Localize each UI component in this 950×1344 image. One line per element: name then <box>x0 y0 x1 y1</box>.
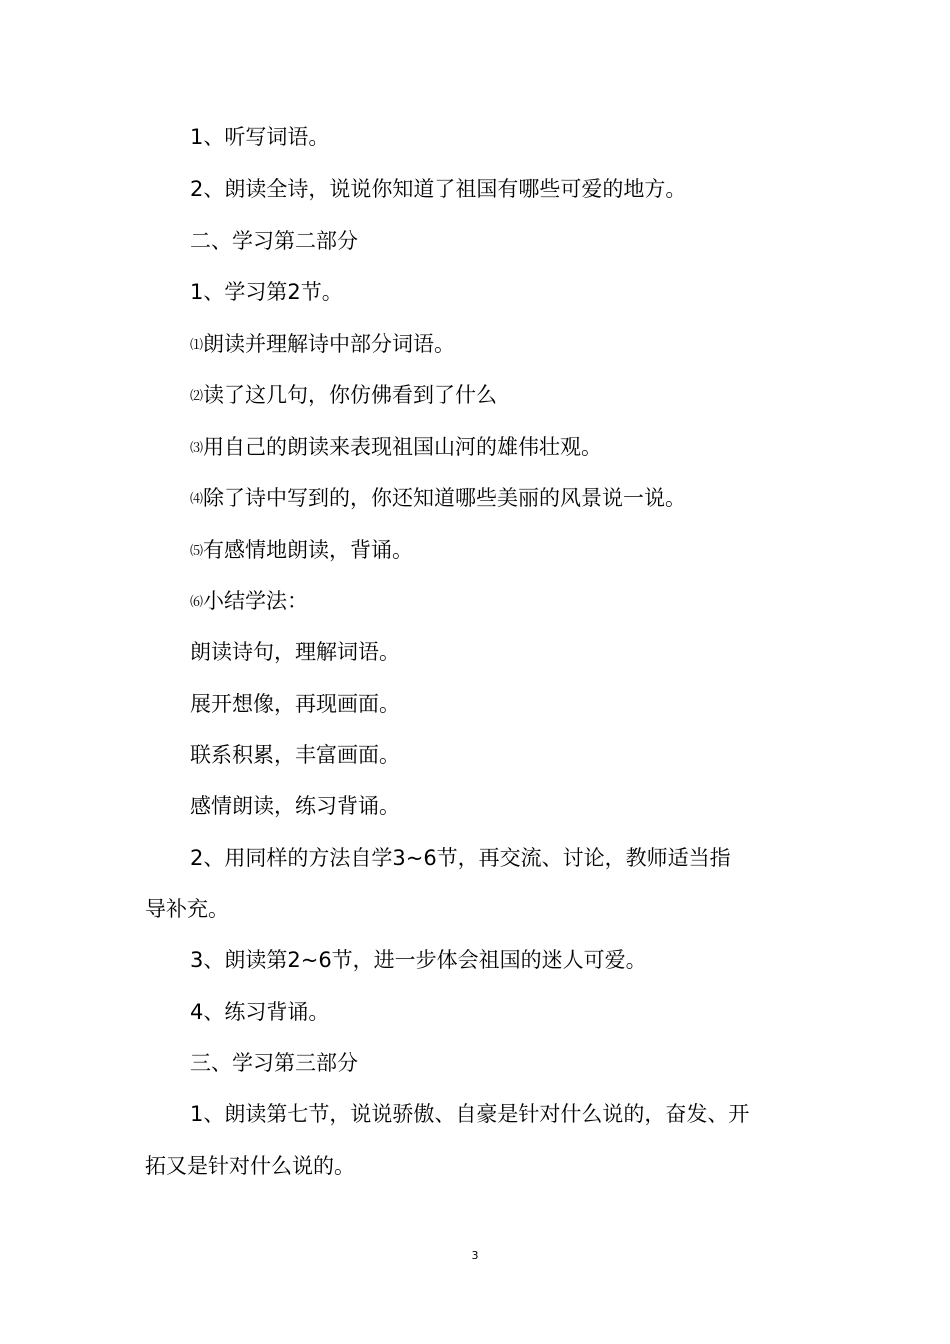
paragraph-line: 1、朗读第七节，说说骄傲、自豪是针对什么说的，奋发、开 <box>190 1102 750 1126</box>
list-marker: ⑸ <box>190 544 204 559</box>
section-heading: 二、学习第二部分 <box>190 229 358 253</box>
list-item-text: 用自己的朗读来表现祖国山河的雄伟壮观。 <box>203 435 603 459</box>
list-item-text: 读了这几句，你仿佛看到了什么 <box>203 383 498 407</box>
list-item <box>0 535 950 567</box>
paragraph-line: 导补充。 <box>145 897 229 921</box>
paragraph-line: 感情朗读，练习背诵。 <box>190 794 400 818</box>
list-marker: ⑴ <box>190 338 204 353</box>
paragraph-line: 联系积累，丰富画面。 <box>190 743 400 767</box>
list-item <box>0 432 950 464</box>
list-item-text: 有感情地朗读，背诵。 <box>203 538 414 562</box>
paragraph-line: 展开想像，再现画面。 <box>190 692 400 716</box>
list-item-text: 除了诗中写到的，你还知道哪些美丽的风景说一说。 <box>203 486 687 510</box>
section-heading: 三、学习第三部分 <box>190 1051 358 1075</box>
paragraph-line: 拓又是针对什么说的。 <box>145 1154 355 1178</box>
list-marker: ⑶ <box>190 441 204 456</box>
list-item <box>0 380 950 412</box>
paragraph-line: 1、听写词语。 <box>190 125 330 149</box>
paragraph-line: 1、学习第2节。 <box>190 280 343 304</box>
page-number: 3 <box>471 1249 479 1262</box>
list-item <box>0 329 950 361</box>
list-marker: ⑷ <box>190 492 204 507</box>
paragraph-line: 2、用同样的方法自学3~6节，再交流、讨论，教师适当指 <box>190 846 731 870</box>
list-marker: ⑹ <box>190 595 204 610</box>
list-item-text: 朗读并理解诗中部分词语。 <box>203 332 456 356</box>
paragraph-line: 3、朗读第2~6节，进一步体会祖国的迷人可爱。 <box>190 948 647 972</box>
list-marker: ⑵ <box>190 389 204 404</box>
list-item <box>0 586 950 618</box>
list-item <box>0 483 950 515</box>
paragraph-line: 4、练习背诵。 <box>190 1000 330 1024</box>
paragraph-line: 2、朗读全诗，说说你知道了祖国有哪些可爱的地方。 <box>190 177 687 201</box>
paragraph-line: 朗读诗句，理解词语。 <box>190 640 400 664</box>
list-item-text: 小结学法： <box>203 589 309 613</box>
